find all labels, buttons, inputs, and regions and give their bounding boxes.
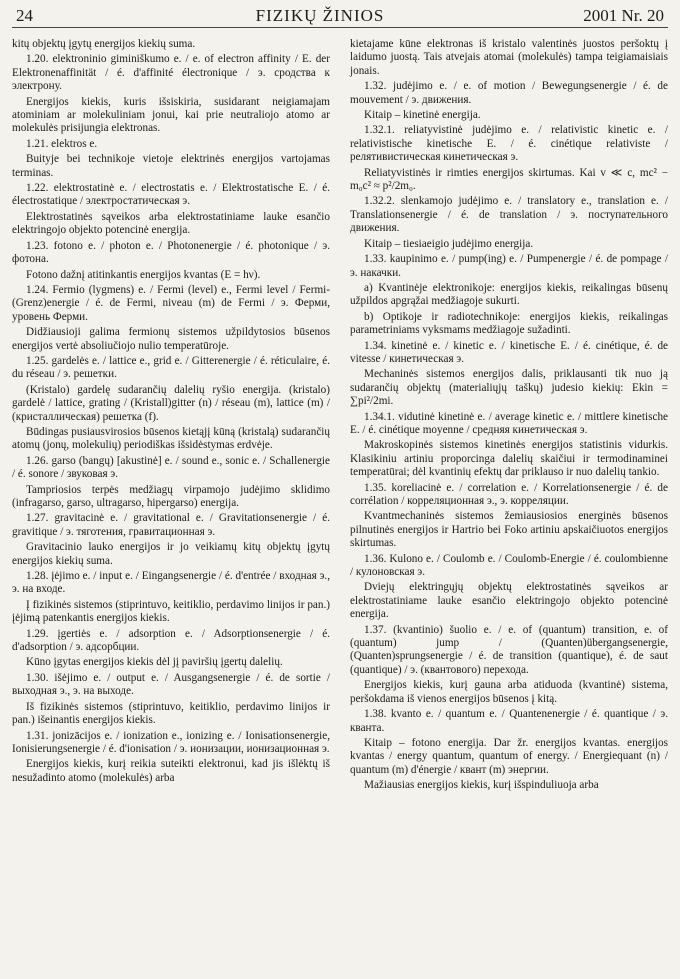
paragraph: Energijos kiekis, kuris išsiskiria, susidarant neigiamajam atominiam ar molekuliniam jonui, kai prie neutraliojo atomo ar molekulės prisijungia elektronas. (12, 95, 330, 135)
page-header (12, 6, 668, 28)
paragraph: 1.27. gravitacinė e. / gravitational e. / Gravitationsenergie / é. gravitique / э. тяготения, гравитационная э. (12, 512, 330, 538)
paragraph: Tampriosios terpės medžiagų virpamojo judėjimo sklidimo (infragarso, garso, ultragarso, hipergarso) energija. (12, 483, 330, 509)
paragraph: 1.34.1. vidutinė kinetinė e. / average kinetic e. / mittlere kinetische E. / é. cinétique moyenne / средняя кинетическая э. (350, 410, 668, 436)
paragraph: 1.34. kinetinė e. / kinetic e. / kinetische E. / é. cinétique, é. de vitesse / кинетическая э. (350, 339, 668, 365)
paragraph: 1.32.2. slenkamojo judėjimo e. / translatory e., translation e. / Translationsenergie / é. de translation / э. поступательного движения. (350, 195, 668, 235)
paragraph: 1.20. elektroninio giminiškumo e. / e. of electron affinity / E. der Elektronenaffinität / é. d'affinité électronique / э. сродства к электрону. (12, 53, 330, 93)
paragraph: a) Kvantinėje elektronikoje: energijos kiekis, reikalingas būsenų užpildos apgrąžai medžiagoje sukurti. (350, 281, 668, 308)
paragraph: Mechaninės sistemos energijos dalis, priklausanti tik nuo ją sudarančių objektų (materialiųjų taškų) judesio kiekių: Ekin = ∑pi²/2mi. (350, 368, 668, 408)
paragraph: Energijos kiekis, kurį reikia suteikti elektronui, kad jis išlėktų iš nesužadinto atomo (molekulės) arba (12, 758, 330, 784)
journal-title: FIZIKŲ ŽINIOS (255, 6, 385, 25)
paragraph: (Kristalo) gardelę sudarančių dalelių ryšio energija. (kristalo) gardelė / lattice, grating / (Kristall)gitter (n) / réseau (m), lattice (m) / (кристаллическая) решетка (f). (12, 383, 330, 423)
paragraph: Kitaip – fotono energija. Dar žr. energijos kvantas. energijos kvantas / energy quantum, quantum of energy. / Energiequant (n) / quantum (m) d'énergie / квант (m) энергии. (350, 736, 668, 776)
paragraph: 1.28. įėjimo e. / input e. / Eingangsenergie / é. d'entrée / входная э., э. на входе. (12, 570, 330, 596)
paragraph: Mažiausias energijos kiekis, kurį išspinduliuoja arba (364, 779, 599, 792)
paragraph: 1.32.1. reliatyvistinė judėjimo e. / relativistic kinetic e. / relativistische kinetische E. / é. cinétique relativiste / релятивистическая кинетическая э. (350, 124, 668, 164)
paragraph: 1.36. Kulono e. / Coulomb e. / Coulomb-Energie / é. coulombienne / кулоновская э. (350, 552, 668, 579)
paragraph: Energijos kiekis, kurį gauna arba atiduoda (kvantinė) sistema, peršokdama iš vienos energijos būsenos į kitą. (350, 679, 668, 705)
paragraph: Elektrostatinės sąveikos arba elektrostatiniame lauke esančio elektringojo objekto potencinė energija. (12, 210, 330, 237)
paragraph: Kitaip – tiesiaeigio judėjimo energija. (364, 237, 534, 250)
paragraph: 1.24. Fermio (lygmens) e. / Fermi (level) e., Fermi level / Fermi-(Grenz)energie / é. de Fermi, niveau (m) de Fermi / э. Ферми, уровень Ферми. (12, 283, 330, 323)
paragraph: Reliatyvistinės ir rimties energijos skirtumas. Kai v ≪ c, mc² − m₀c² ≈ p²/2m₀. (350, 166, 668, 193)
paragraph: 1.29. įgertiės e. / adsorption e. / Adsorptionsenergie / é. d'adsorption / э. адсорбции. (12, 627, 330, 654)
paragraph: 1.26. garso (bangų) [akustinė] e. / sound e., sonic e. / Schallenergie / é. sonore / звуковая э. (12, 454, 330, 481)
paragraph: 1.32. judėjimo e. / e. of motion / Bewegungsenergie / é. de mouvement / э. движения. (350, 80, 668, 106)
paragraph: kitų objektų įgytų energijos kiekių suma. (12, 38, 196, 50)
paragraph: Į fizikinės sistemos (stiprintuvo, keitiklio, perdavimo linijos ir pan.) įėjimą patenkantis energijos kiekis. (12, 598, 330, 625)
paragraph: 1.30. išėjimo e. / output e. / Ausgangsenergie / é. de sortie / выходная э., э. на выходе. (12, 671, 330, 698)
paragraph: 1.38. kvanto e. / quantum e. / Quantenenergie / é. quantique / э. кванта. (350, 708, 668, 734)
paragraph: 1.22. elektrostatinė e. / electrostatis e. / Elektrostatische E. / é. électrostatique / электростатическая э. (12, 182, 330, 208)
paragraph: Gravitacinio lauko energijos ir jo veikiamų kitų objektų įgytų energijos kiekių suma. (12, 541, 330, 567)
paragraph: 1.23. fotono e. / photon e. / Photonenergie / é. photonique / э. фотона. (12, 239, 330, 266)
paragraph: kietajame kūne elektronas iš kristalo valentinės juostos peršoktų į laidumo juostą. Tais atvejais atomai (molekulės) tampa teigiamaisiais jonais. (350, 38, 668, 77)
paragraph: Didžiausioji galima fermionų sistemos užpildytosios būsenos energijos vertė absoliučiojo nulio temperatūroje. (12, 326, 330, 352)
paragraph: b) Optikoje ir radiotechnikoje: energijos kiekis, reikalingas parametriniams vyksmams medžiagoje sužadinti. (350, 310, 668, 337)
paragraph: Kvantmechaninės sistemos žemiausiosios energinės būsenos pilnutinės energijos ir Hartrio bei Foko artiniu apskaičiuotos energijos skirtumas. (350, 510, 668, 550)
paragraph: Dviejų elektringųjų objektų elektrostatinės sąveikos ar elektrostatiniame lauke esančio elektringojo objekto potencinė energija. (350, 581, 668, 621)
paragraph: Fotono dažnį atitinkantis energijos kvantas (E = hν). (26, 268, 261, 281)
paragraph: 1.35. koreliacinė e. / correlation e. / Korrelationsenergie / é. de corrélation / корреляционная э., э. корреляции. (350, 481, 668, 507)
paragraph: Būdingas pusiausvirosios būsenos kietąjį kūną (kristalą) sudarančių atomų (jonų, molekulių) periodiškas išsidėstymas erdvėje. (12, 425, 330, 452)
paragraph: 1.37. (kvantinio) šuolio e. / e. of (quantum) transition, e. of (quantum) jump / (Quanten)übergangsenergie, (Quanten)sprungsenergie / é. de transition (quantique), é. de saut (quantique) / э. (квантового) перехода. (350, 623, 668, 676)
paragraph: Kitaip – kinetinė energija. (364, 109, 481, 122)
paragraph: 1.21. elektros e. (26, 137, 98, 150)
two-column-body (12, 38, 668, 793)
paragraph: Iš fizikinės sistemos (stiprintuvo, keitiklio, perdavimo linijos ir pan.) išeinantis energijos kiekis. (12, 700, 330, 727)
paragraph: 1.25. gardelės e. / lattice e., grid e. / Gitterenergie / é. réticulaire, é. du réseau / э. решетки. (12, 354, 330, 381)
paragraph: 1.31. jonizācijos e. / ionization e., ionizing e. / Ionisationsenergie, Ionisierungsenergie / é. d'ionisation / э. ионизации, ионизационная э. (12, 729, 330, 755)
paragraph: 1.33. kaupinimo e. / pump(ing) e. / Pumpenergie / é. de pompage / э. накачки. (350, 253, 668, 279)
paragraph: Buityje bei technikoje vietoje elektrinės energijos vartojamas terminas. (12, 153, 330, 179)
right-column (350, 38, 668, 793)
left-column (12, 38, 330, 793)
paragraph: Makroskopinės sistemos kinetinės energijos statistinis vidurkis. Klasikiniu artiniu proporcinga dalelių skaičiui ir termodinaminei temperatūrai; dėl kvantinių efektų dar priklauso ir nuo dalelių tankio. (350, 439, 668, 479)
page-number: 24 (16, 6, 33, 25)
paragraph: Kūno įgytas energijos kiekis dėl jį paviršių įgertų dalelių. (26, 656, 283, 669)
issue-label: 2001 Nr. 20 (583, 6, 664, 25)
